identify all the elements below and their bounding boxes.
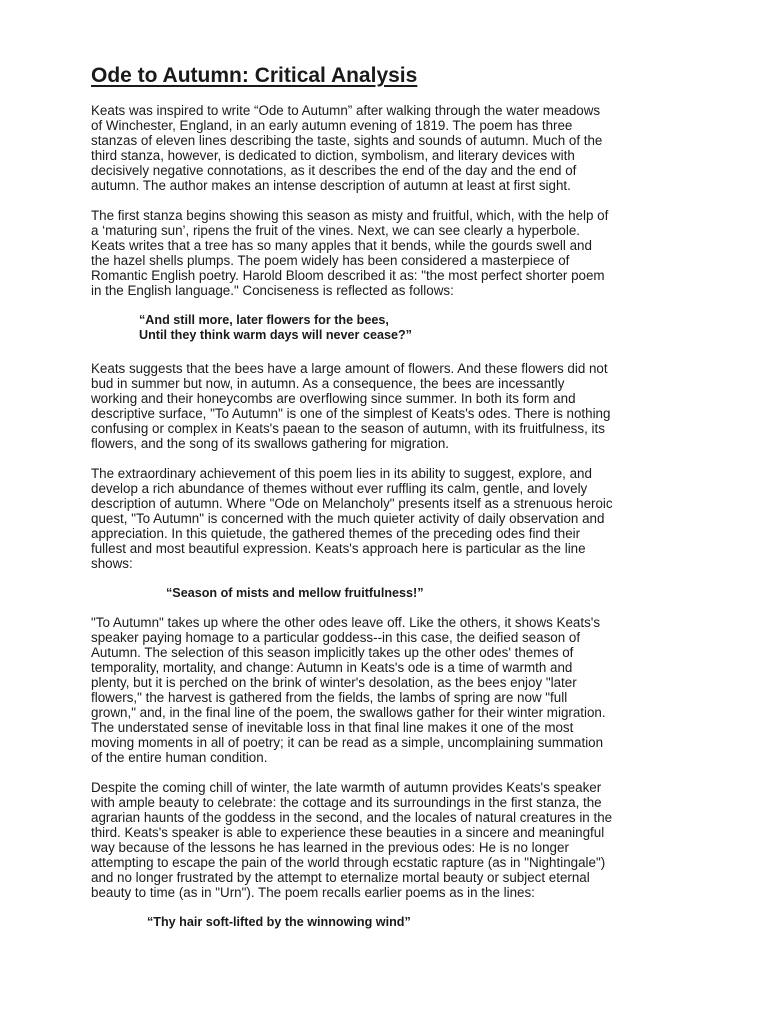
text-line: grown," and, in the final line of the poem, the swallows gather for their winter migration. xyxy=(91,705,606,720)
paragraph-achievement xyxy=(91,466,691,571)
paragraph-to-autumn xyxy=(91,615,691,765)
text-line: decisively negative connotations, as it describes the end of the day and the end of xyxy=(91,163,577,178)
quote-line: “Season of mists and mellow fruitfulness!” xyxy=(166,586,424,600)
text-line: plenty, but it is perched on the brink of winter's desolation, as the bees enjoy "later xyxy=(91,675,577,690)
text-line: beauty to time (as in "Urn"). The poem recalls earlier poems as in the lines: xyxy=(91,885,535,900)
text-line: temporality, mortality, and change: Autumn in Keats's ode is a time of warmth and xyxy=(91,660,573,675)
text-line: in the English language." Conciseness is reflected as follows: xyxy=(91,283,454,298)
quote-line: “And still more, later flowers for the bees, xyxy=(139,313,389,327)
text-line: bud in summer but now, in autumn. As a consequence, the bees are incessantly xyxy=(91,376,565,391)
text-line: of the entire human condition. xyxy=(91,750,268,765)
text-line: Romantic English poetry. Harold Bloom described it as: "the most perfect shorter poem xyxy=(91,268,605,283)
paragraph-bees xyxy=(91,361,691,451)
text-line: appreciation. In this quietude, the gathered themes of the preceding odes find their xyxy=(91,526,581,541)
text-line: Keats suggests that the bees have a large amount of flowers. And these flowers did not xyxy=(91,361,608,376)
text-line: third. Keats's speaker is able to experience these beauties in a sincere and meaningful xyxy=(91,825,605,840)
text-line: confusing or complex in Keats's paean to the season of autumn, with its fruitfulness, its xyxy=(91,421,605,436)
text-line: of Winchester, England, in an early autumn evening of 1819. The poem has three xyxy=(91,118,573,133)
block-quote xyxy=(91,915,691,930)
text-line: agrarian haunts of the goddess in the second, and the locales of natural creatures in the xyxy=(91,810,613,825)
text-line: moving moments in all of poetry; it can be read as a simple, uncomplaining summation xyxy=(91,735,604,750)
paragraph-intro xyxy=(91,103,691,193)
paragraph-winter xyxy=(91,780,691,900)
text-line: working and their honeycombs are overflowing since summer. In both its form and xyxy=(91,391,576,406)
text-line: speaker paying homage to a particular goddess--in this case, the deified season of xyxy=(91,630,581,645)
text-line: Despite the coming chill of winter, the late warmth of autumn provides Keats's speaker xyxy=(91,780,602,795)
text-line: stanzas of eleven lines describing the taste, sights and sounds of autumn. Much of the xyxy=(91,133,603,148)
text-line: quest, "To Autumn" is concerned with the much quieter activity of daily observation and xyxy=(91,511,605,526)
block-quote xyxy=(91,313,691,343)
text-line: and no longer frustrated by the attempt to eternalize mortal beauty or subject eternal xyxy=(91,870,590,885)
text-line: "To Autumn" takes up where the other odes leave off. Like the others, it shows Keats's xyxy=(91,615,601,630)
text-line: way because of the lessons he has learned in the previous odes: He is no longer xyxy=(91,840,569,855)
text-line: third stanza, however, is dedicated to diction, symbolism, and literary devices with xyxy=(91,148,575,163)
text-line: Keats writes that a tree has so many apples that it bends, while the gourds swell and xyxy=(91,238,592,253)
text-line: flowers, and the song of its swallows gathering for migration. xyxy=(91,436,450,451)
text-line: flowers," the harvest is gathered from the fields, the lambs of spring are now "full xyxy=(91,690,568,705)
quote-line: “Thy hair soft-lifted by the winnowing wind” xyxy=(147,915,411,929)
text-line: the hazel shells plumps. The poem widely has been considered a masterpiece of xyxy=(91,253,570,268)
page-title: Ode to Autumn: Critical Analysis xyxy=(91,64,418,87)
text-line: attempting to escape the pain of the world through ecstatic rapture (as in "Nightingale") xyxy=(91,855,606,870)
text-line: with ample beauty to celebrate: the cottage and its surroundings in the first stanza, the xyxy=(91,795,602,810)
text-line: The understated sense of inevitable loss in that final line makes it one of the most xyxy=(91,720,574,735)
text-line: develop a rich abundance of themes without ever ruffling its calm, gentle, and lovely xyxy=(91,481,588,496)
text-line: a ‘maturing sun’, ripens the fruit of the vines. Next, we can see clearly a hyperbole. xyxy=(91,223,581,238)
text-line: shows: xyxy=(91,556,133,571)
text-line: The first stanza begins showing this season as misty and fruitful, which, with the help of xyxy=(91,208,609,223)
text-line: autumn. The author makes an intense description of autumn at least at first sight. xyxy=(91,178,571,193)
block-quote xyxy=(91,586,691,601)
text-line: Keats was inspired to write “Ode to Autumn” after walking through the water meadows xyxy=(91,103,601,118)
text-line: descriptive surface, "To Autumn" is one of the simplest of Keats's odes. There is nothing xyxy=(91,406,611,421)
text-line: description of autumn. Where "Ode on Melancholy" presents itself as a strenuous heroic xyxy=(91,496,613,511)
text-line: Autumn. The selection of this season implicitly takes up the other odes' themes of xyxy=(91,645,574,660)
quote-line: Until they think warm days will never cease?” xyxy=(139,328,412,342)
paragraph-first-stanza xyxy=(91,208,691,298)
document-page xyxy=(91,62,691,930)
text-line: fullest and most beautiful expression. Keats's approach here is particular as the line xyxy=(91,541,586,556)
text-line: The extraordinary achievement of this poem lies in its ability to suggest, explore, and xyxy=(91,466,592,481)
